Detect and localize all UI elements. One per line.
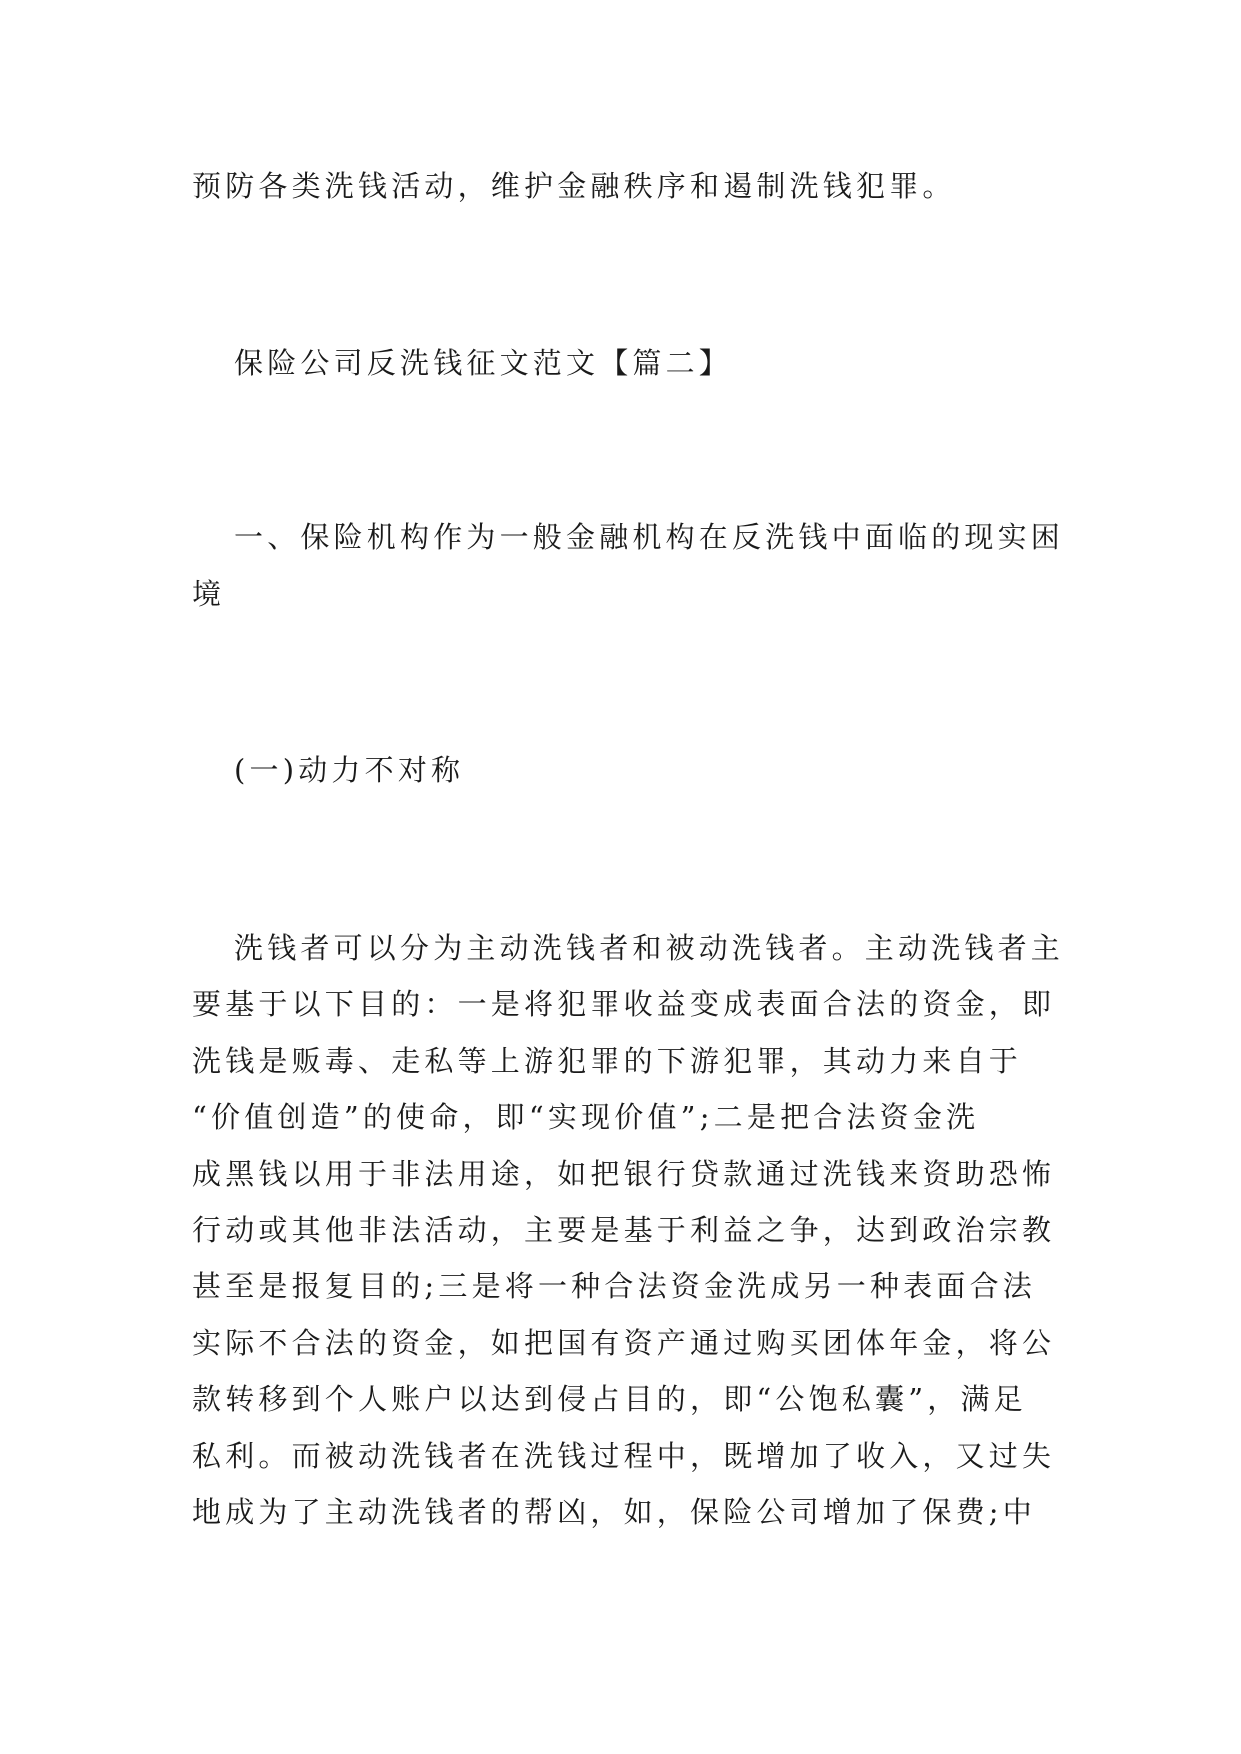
paragraph-line: 款转移到个人账户以达到侵占目的，即“公饱私囊”，满足 [192,1382,1027,1417]
section-title: 保险公司反洗钱征文范文【篇二】 [234,346,733,380]
paragraph-line: “价值创造”的使命，即“实现价值”;二是把合法资金洗 [192,1100,980,1135]
paragraph-line: 洗钱者可以分为主动洗钱者和被动洗钱者。主动洗钱者主 [234,931,1065,965]
continuation-text: 预防各类洗钱活动，维护金融秩序和遏制洗钱犯罪。 [192,169,956,203]
paragraph-line: 甚至是报复目的;三是将一种合法资金洗成另一种表面合法 [192,1269,1036,1304]
paragraph-line: 地成为了主动洗钱者的帮凶，如，保险公司增加了保费;中 [192,1494,1036,1529]
paragraph-line: 实际不合法的资金，如把国有资产通过购买团体年金，将公 [192,1325,1056,1360]
paragraph-line: 行动或其他非法活动，主要是基于利益之争，达到政治宗教 [192,1212,1056,1247]
heading-1-line-2: 境 [192,577,226,611]
paragraph-line: 私利。而被动洗钱者在洗钱过程中，既增加了收入，又过失 [192,1438,1056,1473]
subheading: (一)动力不对称 [234,753,465,787]
heading-1-line-1: 一、保险机构作为一般金融机构在反洗钱中面临的现实困 [234,520,1065,554]
body-paragraph [192,920,1065,1540]
paragraph-line: 洗钱是贩毒、走私等上游犯罪的下游犯罪，其动力来自于 [192,1043,1023,1078]
paragraph-line: 要基于以下目的：一是将犯罪收益变成表面合法的资金，即 [192,987,1056,1022]
paragraph-line: 成黑钱以用于非法用途，如把银行贷款通过洗钱来资助恐怖 [192,1156,1056,1191]
